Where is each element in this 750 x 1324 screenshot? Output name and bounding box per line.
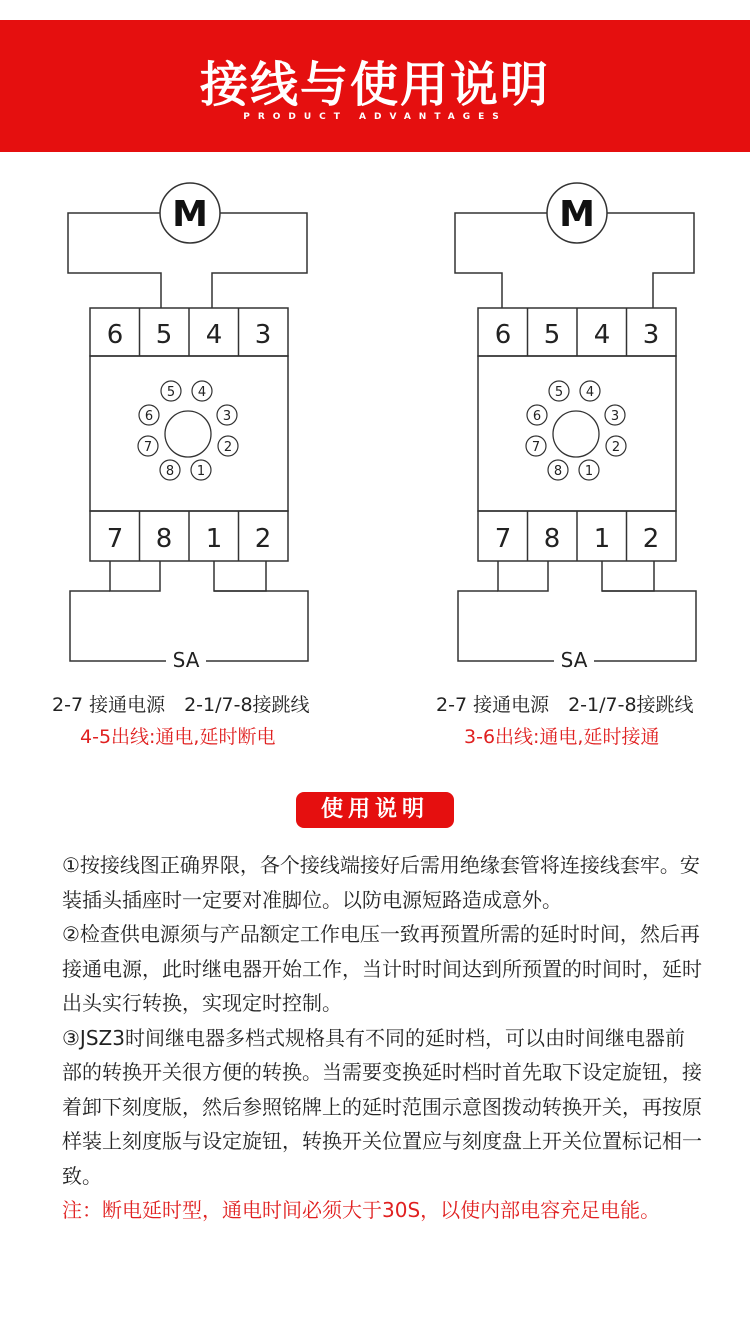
- pin-2: 2: [254, 524, 272, 554]
- wiring-diagram-right: [447, 175, 707, 675]
- pin-3: 3: [642, 320, 660, 350]
- pin-1: 1: [205, 524, 223, 554]
- socket-num-5: 5: [166, 385, 176, 400]
- left-caption-output: 4-5出线:通电,延时断电: [80, 726, 276, 748]
- wire-sa-left: [458, 591, 554, 661]
- left-caption-power: 2-7 接通电源 2-1/7-8接跳线: [52, 694, 310, 716]
- socket-center: [553, 411, 599, 457]
- pin-1: 1: [593, 524, 611, 554]
- socket-num-6: 6: [532, 409, 542, 424]
- jumper-7-8: [110, 561, 160, 591]
- socket-pins: [526, 381, 626, 480]
- wire-motor-pin5: [68, 213, 161, 308]
- wire-motor-pin6: [455, 213, 547, 308]
- socket-center: [165, 411, 211, 457]
- usage-heading-badge: 使用说明: [296, 792, 454, 828]
- pin-5: 5: [543, 320, 561, 350]
- motor-label: M: [172, 194, 208, 235]
- header-banner: [0, 20, 750, 152]
- socket-num-6: 6: [144, 409, 154, 424]
- jumper-1-2: [602, 561, 654, 591]
- pin-8: 8: [543, 524, 561, 554]
- pin-3: 3: [254, 320, 272, 350]
- switch-label: SA: [172, 648, 200, 672]
- socket-num-8: 8: [553, 464, 563, 479]
- socket-num-7: 7: [531, 440, 541, 455]
- switch-label: SA: [560, 648, 588, 672]
- wire-sa-left: [70, 591, 166, 661]
- relay-body: [90, 356, 288, 511]
- pin-4: 4: [205, 320, 223, 350]
- wiring-diagram-left: [60, 175, 320, 675]
- socket-num-2: 2: [223, 440, 233, 455]
- pin-7: 7: [494, 524, 512, 554]
- motor-label: M: [559, 194, 595, 235]
- socket-pins: [138, 381, 238, 480]
- socket-num-8: 8: [165, 464, 175, 479]
- socket-num-7: 7: [143, 440, 153, 455]
- pin-4: 4: [593, 320, 611, 350]
- socket-num-2: 2: [611, 440, 621, 455]
- instruction-item-1: ①按接线图正确界限，各个接线端接好后需用绝缘套管将连接线套牢。安装插头插座时一定要对准脚位。以防电源短路造成意外。: [62, 853, 700, 912]
- socket-num-5: 5: [554, 385, 564, 400]
- right-caption-output: 3-6出线:通电,延时接通: [464, 726, 660, 748]
- wire-motor-pin4: [212, 213, 307, 308]
- pin-5: 5: [155, 320, 173, 350]
- socket-num-4: 4: [585, 385, 595, 400]
- socket-num-3: 3: [610, 409, 620, 424]
- wire-sa-right: [594, 591, 696, 661]
- jumper-7-8: [498, 561, 548, 591]
- pin-8: 8: [155, 524, 173, 554]
- right-caption-power: 2-7 接通电源 2-1/7-8接跳线: [436, 694, 694, 716]
- pin-7: 7: [106, 524, 124, 554]
- pin-6: 6: [494, 320, 512, 350]
- socket-num-3: 3: [222, 409, 232, 424]
- socket-num-4: 4: [197, 385, 207, 400]
- pin-2: 2: [642, 524, 660, 554]
- pin-6: 6: [106, 320, 124, 350]
- relay-body: [478, 356, 676, 511]
- instruction-item-3: ③JSZ3时间继电器多档式规格具有不同的延时档，可以由时间继电器前部的转换开关很方便的转换。当需要变换延时档时首先取下设定旋钮，接着卸下刻度版，然后参照铭牌上的延时范围示意图拨动转换开关，再按原样装上刻度版与设定旋钮，转换开关位置应与刻度盘上开关位置标记相一致。: [62, 1025, 702, 1188]
- wire-sa-right: [206, 591, 308, 661]
- jumper-1-2: [214, 561, 266, 591]
- usage-instructions: [62, 848, 702, 1228]
- page-subtitle: PRODUCT ADVANTAGES: [243, 112, 507, 122]
- page-title: 接线与使用说明: [199, 57, 550, 113]
- wire-motor-pin3: [607, 213, 694, 308]
- instruction-note: 注：断电延时型，通电时间必须大于30S，以使内部电容充足电能。: [62, 1198, 661, 1222]
- instruction-item-2: ②检查供电源须与产品额定工作电压一致再预置所需的延时时间，然后再接通电源，此时继电器开始工作，当计时时间达到所预置的时间时，延时出头实行转换，实现定时控制。: [62, 922, 702, 1015]
- socket-num-1: 1: [196, 464, 206, 479]
- socket-num-1: 1: [584, 464, 594, 479]
